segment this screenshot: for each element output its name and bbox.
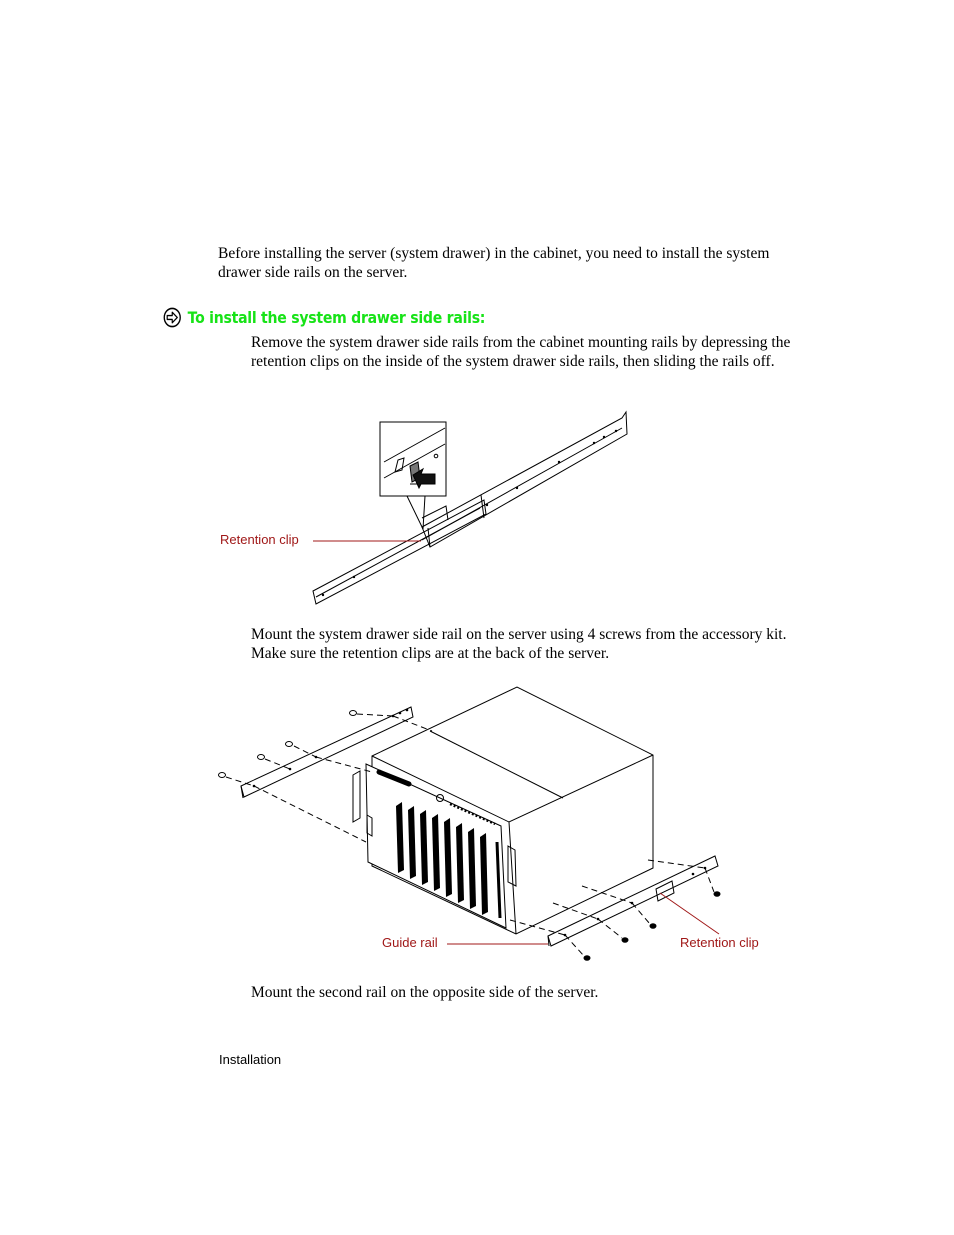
procedure-heading-text: To install the system drawer side rails: [187,308,486,327]
step-2-text: Mount the system drawer side rail on the server using 4 screws from the accessory kit. Make sure the retention clips are at the back of the server. [251,626,787,662]
callout-retention-clip-1: Retention clip [220,532,299,547]
intro-paragraph: Before installing the server (system drawer) in the cabinet, you need to install the system drawer side rails on the server. [218,245,770,281]
step-3-text: Mount the second rail on the opposite side of the server. [251,984,599,1001]
callout-retention-clip-2: Retention clip [680,935,759,950]
step-1-text: Remove the system drawer side rails from the cabinet mounting rails by depressing the retention clips on the inside of the system drawer side rails, then sliding the rails off. [251,334,791,370]
footer-section-label: Installation [219,1052,282,1067]
callout-guide-rail: Guide rail [382,935,438,950]
